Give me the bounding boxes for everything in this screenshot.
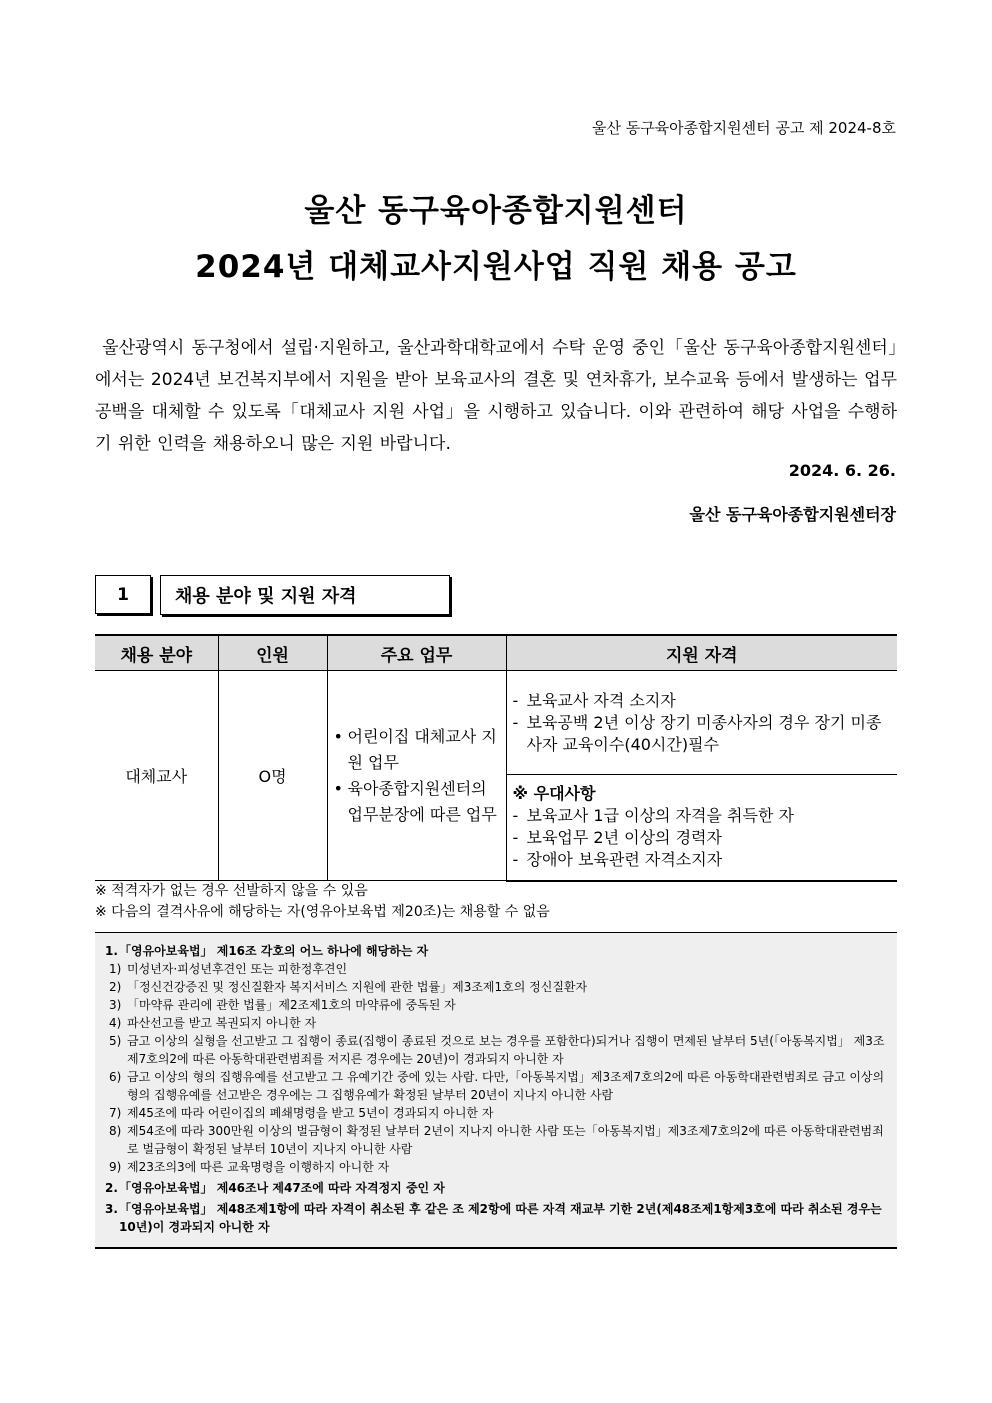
table-header-row <box>95 635 897 671</box>
list-item: 4) 파산선고를 받고 복권되지 아니한 자 <box>109 1016 317 1030</box>
preferences-heading: ※ 우대사항 <box>512 784 596 804</box>
disqualification-heading: 1. 「영유아보육법」 제16조 각호의 어느 하나에 해당하는 자 <box>105 944 429 958</box>
disqualification-heading: 3. 「영유아보육법」 제48조제1항에 따라 자격이 취소된 후 같은 조 제2항에 따른 자격 재교부 기한 2년(제48조제1항제3호에 따라 취소된 경우는 10년)이 경과되지 아니한 자 <box>105 1202 882 1234</box>
recruitment-table <box>95 634 897 882</box>
disqualification-heading: 2. 「영유아보육법」 제46조나 제47조에 따라 자격정지 중인 자 <box>105 1181 445 1195</box>
note-line: ※ 다음의 결격사유에 해당하는 자(영유아보육법 제20조)는 채용할 수 없음 <box>95 904 550 920</box>
list-item: 6) 금고 이상의 형의 집행유예를 선고받고 그 유예기간 중에 있는 사람. 다만,「아동복지법」제3조제7호의2에 따른 아동학대관련범죄로 금고 이상의 형의 집행유예를 선고받은 경우에는 그 집행유예가 확정된 날부터 20년이 지나지 아니한 사람 <box>109 1070 885 1102</box>
table-row <box>95 671 897 775</box>
header-count: 인원 <box>218 635 327 671</box>
disqualification-box <box>95 932 897 1249</box>
director-signature: 울산 동구육아종합지원센터장 <box>689 505 896 524</box>
list-item: 7) 제45조에 따라 어린이집의 폐쇄명령을 받고 5년이 경과되지 아니한 자 <box>109 1106 494 1120</box>
duty-item: • 어린이집 대체교사 지원 업무 <box>333 726 497 772</box>
field-cell: 대체교사 <box>95 671 218 881</box>
table-notes <box>95 881 550 923</box>
notice-date: 2024. 6. 26. <box>788 461 896 480</box>
header-field: 채용 분야 <box>95 635 218 671</box>
duties-cell <box>327 671 506 881</box>
list-item: 5) 금고 이상의 실형을 선고받고 그 집행이 종료(집행이 종료된 것으로 보는 경우를 포함한다)되거나 집행이 면제된 날부터 5년(「아동복지법」 제3조제7호의2에 따른 아동학대관련범죄를 저지른 경우에는 20년)이 경과되지 아니한 자 <box>109 1034 885 1066</box>
list-item: 3) 「마약류 관리에 관한 법률」제2조제1호의 마약류에 중독된 자 <box>109 998 456 1012</box>
preference-item: - 장애아 보육관련 자격소지자 <box>512 850 723 870</box>
list-item: 9) 제23조의3에 따른 교육명령을 이행하지 아니한 자 <box>109 1160 390 1174</box>
list-item: 1) 미성년자·피성년후견인 또는 피한정후견인 <box>109 962 348 976</box>
section-title: 채용 분야 및 지원 자격 <box>160 575 450 615</box>
intro-paragraph <box>95 332 897 460</box>
notice-number: 울산 동구육아종합지원센터 공고 제 2024-8호 <box>591 119 896 137</box>
page-title-line2: 2024년 대체교사지원사업 직원 채용 공고 <box>195 249 797 285</box>
duty-item: • 육아종합지원센터의 업무분장에 따른 업무 <box>333 778 497 824</box>
preferences-cell <box>506 775 897 881</box>
header-qualifications: 지원 자격 <box>506 635 897 671</box>
list-item: 8) 제54조에 따라 300만원 이상의 벌금형이 확정된 날부터 2년이 지나지 아니한 사람 또는「아동복지법」제3조제7호의2에 따른 아동학대관련범죄로 벌금형이 확정된 날부터 10년이 지나지 아니한 사람 <box>109 1124 884 1156</box>
preference-item: - 보육교사 1급 이상의 자격을 취득한 자 <box>512 806 794 826</box>
count-cell: O명 <box>218 671 327 881</box>
page-title-line1: 울산 동구육아종합지원센터 <box>304 193 688 229</box>
section-number: 1 <box>95 575 151 614</box>
intro-text: 울산광역시 동구청에서 설립·지원하고, 울산과학대학교에서 수탁 운영 중인「울산 동구육아종합지원센터」에서는 2024년 보건복지부에서 지원을 받아 보육교사의 결혼 및 연차휴가, 보수교육 등에서 발생하는 업무 공백을 대체할 수 있도록「대체교사 지원 사업」을 시행하고 있습니다. 이와 관련하여 해당 사업을 수행하기 위한 인력을 채용하오니 많은 지원 바랍니다. <box>95 338 898 454</box>
requirements-cell <box>506 671 897 775</box>
requirement-item: - 보육공백 2년 이상 장기 미종사자의 경우 장기 미종사자 교육이수(40시간)필수 <box>512 712 882 754</box>
header-duties: 주요 업무 <box>327 635 506 671</box>
list-item: 2) 「정신건강증진 및 정신질환자 복지서비스 지원에 관한 법률」제3조제1호의 정신질환자 <box>109 980 588 994</box>
preference-item: - 보육업무 2년 이상의 경력자 <box>512 828 722 848</box>
note-line: ※ 적격자가 없는 경우 선발하지 않을 수 있음 <box>95 883 368 899</box>
requirement-item: - 보육교사 자격 소지자 <box>512 690 676 710</box>
